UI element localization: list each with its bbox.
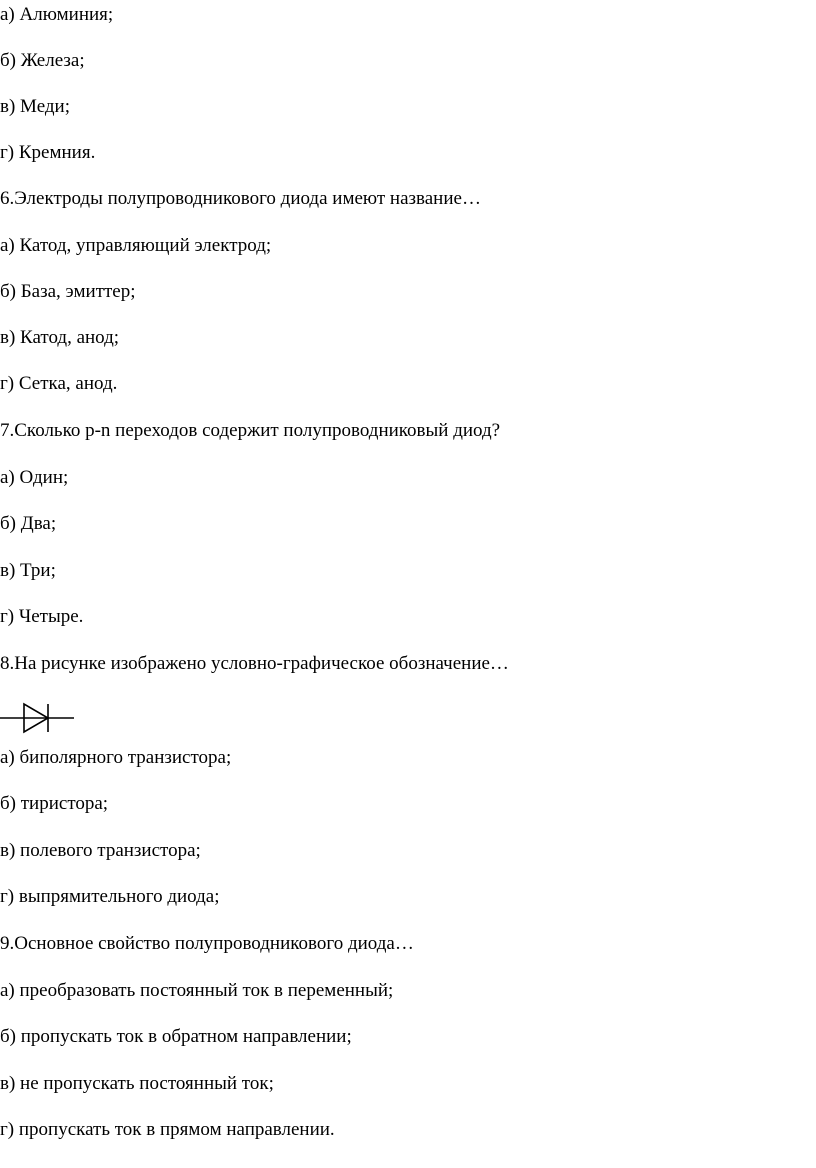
answer-c-q7: в) Три; xyxy=(0,560,56,581)
answer-d-q7: г) Четыре. xyxy=(0,606,84,627)
answer-d-q5: г) Кремния. xyxy=(0,142,96,163)
answer-d-q8: г) выпрямительного диода; xyxy=(0,886,220,907)
question-8: 8.На рисунке изображено условно-графическое обозначение… xyxy=(0,653,509,674)
question-9: 9.Основное свойство полупроводникового диода… xyxy=(0,933,414,954)
question-6: 6.Электроды полупроводникового диода имеют название… xyxy=(0,188,481,209)
answer-d-q9: г) пропускать ток в прямом направлении. xyxy=(0,1119,335,1140)
question-7: 7.Сколько p-n переходов содержит полупроводниковый диод? xyxy=(0,420,501,441)
answer-b-q8: б) тиристора; xyxy=(0,793,109,814)
answer-d-q6: г) Сетка, анод. xyxy=(0,373,118,394)
answer-c-q5: в) Меди; xyxy=(0,96,70,117)
answer-a-q6: а) Катод, управляющий электрод; xyxy=(0,235,272,256)
diode-symbol-icon xyxy=(0,702,74,738)
answer-a-q5: а) Алюминия; xyxy=(0,4,114,25)
answer-a-q7: а) Один; xyxy=(0,467,69,488)
answer-c-q6: в) Катод, анод; xyxy=(0,327,120,348)
answer-c-q9: в) не пропускать постоянный ток; xyxy=(0,1073,274,1094)
answer-a-q8: а) биполярного транзистора; xyxy=(0,747,232,768)
answer-b-q5: б) Железа; xyxy=(0,50,85,71)
answer-c-q8: в) полевого транзистора; xyxy=(0,840,201,861)
answer-b-q9: б) пропускать ток в обратном направлении; xyxy=(0,1026,352,1047)
answer-b-q7: б) Два; xyxy=(0,513,57,534)
answer-b-q6: б) База, эмиттер; xyxy=(0,281,136,302)
answer-a-q9: а) преобразовать постоянный ток в переменный; xyxy=(0,980,394,1001)
